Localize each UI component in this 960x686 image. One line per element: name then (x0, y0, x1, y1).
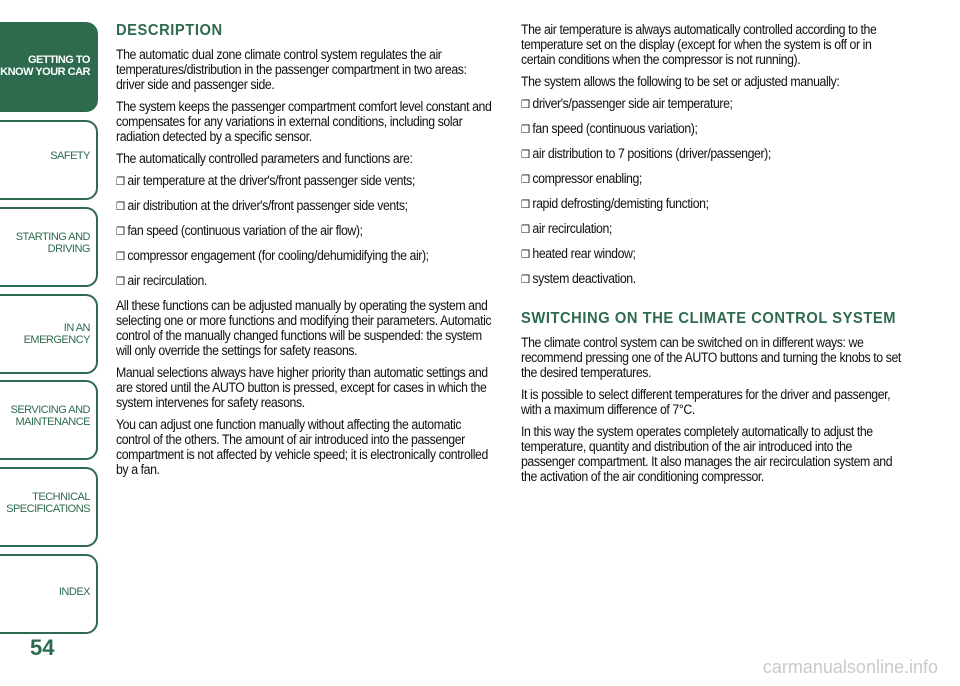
tab-safety[interactable]: SAFETY (0, 120, 98, 200)
paragraph: The air temperature is always automatically controlled according to the temperature set on the display (except for when the system is off or in certain conditions when the compressor is not running). (521, 22, 877, 67)
checkbox-bullet-icon: ❒ (521, 274, 530, 286)
checkbox-bullet-icon: ❒ (521, 149, 530, 161)
paragraph: The system allows the following to be set or adjusted manually: (521, 74, 840, 89)
checkbox-bullet-icon: ❒ (116, 276, 125, 288)
list-item: ❒ rapid defrosting/demisting function; (521, 196, 709, 211)
bullet-list (521, 96, 906, 288)
spacer (521, 296, 906, 310)
checkbox-bullet-icon: ❒ (521, 249, 530, 261)
watermark: carmanualsonline.info (762, 657, 938, 677)
list-item: ❒ air distribution to 7 positions (driver/passenger); (521, 146, 771, 161)
checkbox-bullet-icon: ❒ (521, 224, 530, 236)
list-item: ❒ compressor enabling; (521, 171, 642, 186)
checkbox-bullet-icon: ❒ (521, 199, 530, 211)
paragraph: The automatically controlled parameters and functions are: (116, 151, 413, 166)
paragraph: All these functions can be adjusted manually by operating the system and selecting one or more functions and modifying their parameters. Automatic control of the manually changed functions will be suspended: the system will only override the settings for safety reasons. (116, 298, 492, 358)
paragraph: It is possible to select different temperatures for the driver and passenger, with a maximum difference of 7°C. (521, 387, 891, 417)
checkbox-bullet-icon: ❒ (521, 124, 530, 136)
left-column (116, 22, 493, 484)
checkbox-bullet-icon: ❒ (116, 201, 125, 213)
list-item: ❒ heated rear window; (521, 246, 636, 261)
checkbox-bullet-icon: ❒ (116, 176, 125, 188)
list-item: ❒ air temperature at the driver's/front passenger side vents; (116, 173, 415, 188)
paragraph: The climate control system can be switched on in different ways: we recommend pressing one of the AUTO buttons and turning the knobs to set the desired temperatures. (521, 335, 901, 380)
checkbox-bullet-icon: ❒ (116, 226, 125, 238)
tab-getting-to-know-your-car[interactable]: GETTING TO KNOW YOUR CAR (0, 22, 98, 112)
right-column (521, 22, 906, 491)
checkbox-bullet-icon: ❒ (521, 174, 530, 186)
tab-in-an-emergency[interactable]: IN AN EMERGENCY (0, 294, 98, 374)
paragraph: You can adjust one function manually without affecting the automatic control of the others. The amount of air introduced into the passenger compartment is not affected by vehicle speed; it is electronically controlled by a fan. (116, 417, 488, 477)
list-item: ❒ air recirculation; (521, 221, 612, 236)
list-item: ❒ driver's/passenger side air temperature; (521, 96, 733, 111)
list-item: ❒ system deactivation. (521, 271, 636, 286)
checkbox-bullet-icon: ❒ (521, 99, 530, 111)
tab-index[interactable]: INDEX (0, 554, 98, 634)
page-number: 54 (30, 635, 55, 660)
section-heading-description: DESCRIPTION (116, 22, 223, 39)
list-item: ❒ air distribution at the driver's/front passenger side vents; (116, 198, 408, 213)
paragraph: In this way the system operates completely automatically to adjust the temperature, quantity and distribution of the air introduced into the passenger compartment. It also manages the air recirculation system and the activation of the air conditioning compressor. (521, 424, 893, 484)
section-heading-switching-on: SWITCHING ON THE CLIMATE CONTROL SYSTEM (521, 310, 897, 327)
list-item: ❒ compressor engagement (for cooling/dehumidifying the air); (116, 248, 429, 263)
bullet-list (116, 173, 493, 290)
list-item: ❒ air recirculation. (116, 273, 207, 288)
tab-starting-and-driving[interactable]: STARTING AND DRIVING (0, 207, 98, 287)
paragraph: The automatic dual zone climate control system regulates the air temperatures/distribution in the passenger compartment in two areas: driver side and passenger side. (116, 47, 467, 92)
tab-technical-specifications[interactable]: TECHNICAL SPECIFICATIONS (0, 467, 98, 547)
list-item: ❒ fan speed (continuous variation); (521, 121, 698, 136)
paragraph: Manual selections always have higher priority than automatic settings and are stored until the AUTO button is pressed, except for cases in which the system intervenes for safety reasons. (116, 365, 488, 410)
tab-servicing-and-maintenance[interactable]: SERVICING AND MAINTENANCE (0, 380, 98, 460)
list-item: ❒ fan speed (continuous variation of the air flow); (116, 223, 363, 238)
paragraph: The system keeps the passenger compartment comfort level constant and compensates for any variations in external conditions, including solar radiation detected by a specific sensor. (116, 99, 492, 144)
checkbox-bullet-icon: ❒ (116, 251, 125, 263)
